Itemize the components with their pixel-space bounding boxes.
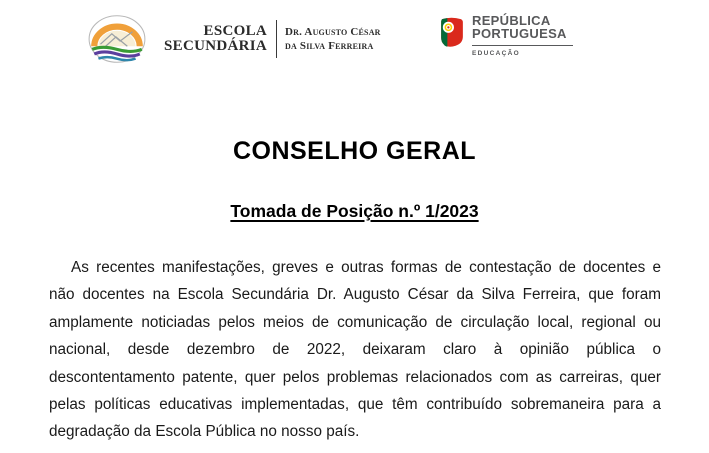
paragraph-line: descontentamento patente, quer pelos problemas relacionados com as carreiras, quer [49, 368, 661, 386]
gov-department: EDUCAÇÃO [472, 50, 520, 57]
document-subtitle [0, 201, 709, 222]
paragraph-line: As recentes manifestações, greves e outras formas de contestação de docentes e [71, 259, 661, 276]
paragraph-line: nacional, desde dezembro de 2022, deixaram claro à opinião pública o [49, 341, 661, 359]
flag-sphere-center [447, 26, 449, 28]
paragraph-line: amplamente noticiadas pelos meios de comunicação de circulação local, regional ou [49, 313, 661, 331]
gov-country-line1: REPÚBLICA [472, 13, 551, 28]
school-name-line2: SECUNDÁRIA [164, 38, 268, 54]
gov-country-line2: PORTUGUESA [472, 25, 567, 41]
paragraph-line: pelas políticas educativas implementadas, que têm contribuído sobremaneira para a [49, 396, 661, 414]
school-patron-line1: Dr. Augusto César [285, 26, 381, 38]
gov-logo [439, 15, 573, 57]
school-name-line1: ESCOLA [203, 23, 268, 39]
school-logo [86, 13, 381, 65]
body-paragraph [49, 254, 661, 446]
gov-text [472, 15, 573, 57]
document-title: CONSELHO GERAL [232, 137, 477, 165]
portugal-flag-icon [439, 17, 464, 48]
document-subtitle-text: Tomada de Posição n.º 1/2023 [230, 201, 479, 221]
school-name [164, 24, 267, 54]
school-crest-icon [86, 13, 148, 65]
school-patron [285, 25, 381, 53]
logo-divider [276, 20, 277, 58]
paragraph-line: não docentes na Escola Secundária Dr. Augusto César da Silva Ferreira, que foram [49, 286, 661, 304]
gov-rule [472, 45, 573, 46]
gov-wordmark [472, 15, 573, 40]
school-patron-line2: da Silva Ferreira [285, 40, 374, 52]
paragraph-line: degradação da Escola Pública no nosso país. [49, 423, 360, 441]
